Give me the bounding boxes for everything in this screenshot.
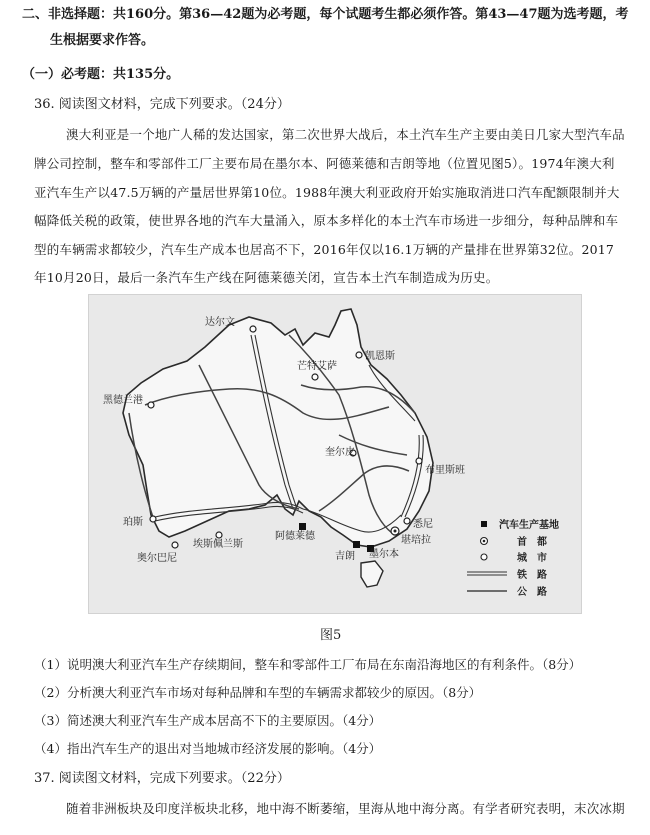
city-marker — [356, 352, 362, 358]
legend-base-symbol — [481, 521, 487, 527]
q36-para-line: 年10月20日，最后一条汽车生产线在阿德莱德关闭，宣告本土汽车制造成为历史。 — [34, 270, 499, 285]
label-albany: 奥尔巴尼 — [137, 553, 177, 564]
label-adelaide: 阿德莱德 — [275, 531, 315, 542]
label-darwin: 达尔文 — [205, 317, 235, 328]
city-marker — [150, 516, 156, 522]
production-base-marker — [353, 541, 360, 548]
legend-capital: 首 都 — [517, 537, 547, 548]
legend-city-symbol — [481, 554, 487, 560]
australia-map-figure — [88, 294, 582, 614]
australia-coastline — [123, 309, 433, 547]
q36-title: 36. 阅读图文材料，完成下列要求。（24分） — [34, 97, 290, 112]
legend-base: 汽车生产基地 — [499, 520, 559, 531]
q36-para-line: 亚汽车生产以47.5万辆的产量居世界第10位。1988年澳大利亚政府开始实施取消进口汽车配额限制并大 — [34, 185, 620, 200]
city-marker — [404, 518, 410, 524]
city-marker — [148, 402, 154, 408]
section-heading-line2: 生根据要求作答。 — [50, 33, 155, 48]
city-marker — [416, 458, 422, 464]
label-hedland: 黑德兰港 — [103, 395, 143, 406]
label-cairns: 凯恩斯 — [365, 351, 395, 362]
label-melbourne: 墨尔本 — [369, 549, 399, 560]
q37-para-line: 随着非洲板块及印度洋板块北移，地中海不断萎缩，里海从地中海分离。有学者研究表明，末次冰期 — [66, 801, 625, 816]
label-canberra: 堪培拉 — [401, 535, 431, 546]
required-heading: （一）必考题：共135分。 — [22, 67, 180, 82]
q36-para-line: 型的车辆需求都较少，汽车生产成本也居高不下，2016年仅以16.1万辆的产量排在世界第32位。2017 — [34, 242, 615, 257]
production-base-marker — [299, 523, 306, 530]
map-legend — [467, 518, 559, 598]
q36-subquestion-4: （4）指出汽车生产的退出对当地城市经济发展的影响。（4分） — [34, 741, 382, 756]
label-mtisa: 芒特艾萨 — [297, 361, 337, 372]
legend-road: 公 路 — [517, 587, 547, 598]
legend-rail: 铁 路 — [517, 570, 547, 581]
q36-subquestion-2: （2）分析澳大利亚汽车市场对每种品牌和车型的车辆需求都较少的原因。（8分） — [34, 685, 482, 700]
q37-title: 37. 阅读图文材料，完成下列要求。（22分） — [34, 771, 290, 786]
capital-marker-dot — [394, 530, 397, 533]
figure-caption: 图5 — [320, 628, 342, 643]
q36-para-line: 牌公司控制，整车和零部件工厂主要布局在墨尔本、阿德莱德和吉朗等地（位置见图5）。1974年澳大利 — [34, 156, 615, 171]
q36-para-line: 澳大利亚是一个地广人稀的发达国家，第二次世界大战后，本土汽车生产主要由美日几家大型汽车品 — [66, 127, 625, 142]
city-marker — [312, 374, 318, 380]
label-brisbane: 布里斯班 — [425, 465, 465, 476]
label-sydney: 悉尼 — [413, 519, 433, 530]
city-marker — [250, 326, 256, 332]
section-heading-line1: 二、非选择题：共160分。第36—42题为必考题，每个试题考生都必须作答。第43—47题为选考题，考 — [22, 7, 629, 22]
label-longreach: 奎尔皮 — [325, 447, 355, 458]
city-marker — [172, 542, 178, 548]
label-kalgoorlie: 埃斯佩兰斯 — [193, 539, 243, 550]
q36-subquestion-1: （1）说明澳大利亚汽车生产存续期间，整车和零部件工厂布局在东南沿海地区的有利条件。（8分） — [34, 657, 582, 672]
tasmania-island — [361, 561, 383, 587]
city-marker — [216, 532, 222, 538]
q36-para-line: 幅降低关税的政策，使世界各地的汽车大量涌入，原本多样化的本土汽车市场进一步细分，每种品牌和车 — [34, 213, 619, 228]
label-perth: 珀斯 — [123, 517, 143, 528]
q36-subquestion-3: （3）简述澳大利亚汽车生产成本居高不下的主要原因。（4分） — [34, 713, 382, 728]
legend-city: 城 市 — [517, 553, 547, 564]
label-geelong: 吉朗 — [335, 551, 355, 562]
